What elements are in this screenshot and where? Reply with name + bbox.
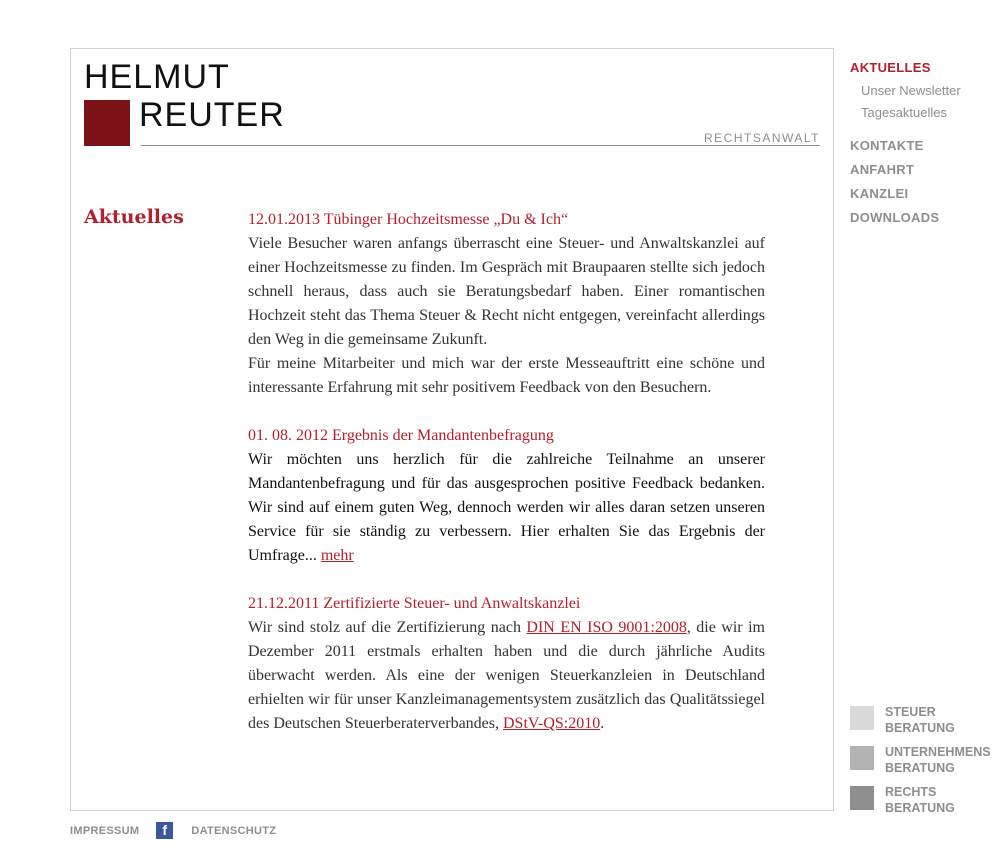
service-link-unternehmen[interactable] [850,744,1000,776]
facebook-icon[interactable]: f [156,822,173,839]
news-body [248,448,765,568]
service-label-line: RECHTS [885,785,937,799]
nav-item-kontakte[interactable]: KONTAKTE [850,138,924,153]
news-list [248,208,765,760]
impressum-link[interactable]: IMPRESSUM [70,824,140,837]
service-link-steuer[interactable] [850,704,1000,736]
news-text: , die wir im Dezember 2011 erstmals erhalten haben und die durch jährliche Audits überwacht werden. Als eine der wenigen Steuerkanzleien in Deutschland erhielten wir für unser Kanzleimanagementsystem zusätzlich das Qualitätssiegel des Deutschen Steuerberaterverbandes, [248,619,765,732]
service-label [885,784,955,816]
service-label [885,744,991,776]
nav-item-kanzlei[interactable]: KANZLEI [850,186,909,201]
main-nav [850,56,1000,230]
news-text: Wir möchten uns herzlich für die zahlreiche Teilnahme an unserer Mandantenbefragung und für das ausgesprochen positive Feedback bedanken. Wir sind auf einem guten Weg, dennoch werden wir alles daran setzen unseren Service für sie ständig zu verbessern. Hier erhalten Sie das Ergebnis der Umfrage... [248,451,765,564]
news-body [248,232,765,400]
logo-name-last: REUTER [139,96,285,134]
news-headline: 01. 08. 2012 Ergebnis der Mandantenbefragung [248,427,554,444]
service-label-line: BERATUNG [885,721,955,735]
news-headline: 21.12.2011 Zertifizierte Steuer- und Anwaltskanzlei [248,595,581,612]
logo-name-first: HELMUT [84,58,230,96]
logo-subtitle: RECHTSANWALT [703,131,820,145]
service-label-line: UNTERNEHMENS [885,745,991,759]
nav-subitem-newsletter[interactable]: Unser Newsletter [861,83,961,98]
news-paragraph: Für meine Mitarbeiter und mich war der erste Messeauftritt eine schöne und interessante Erfahrung mit sehr positivem Feedback von den Besuchern. [248,355,765,396]
page-title: Aktuelles [84,206,184,228]
nav-item-downloads[interactable]: DOWNLOADS [850,210,940,225]
service-swatch [850,786,874,810]
logo-rule [141,145,820,146]
service-label-line: BERATUNG [885,801,955,815]
nav-item-anfahrt[interactable]: ANFAHRT [850,162,915,177]
news-headline: 12.01.2013 Tübinger Hochzeitsmesse „Du & Ich“ [248,211,569,228]
footer [70,822,276,839]
nav-item-aktuelles[interactable]: AKTUELLES [850,60,931,75]
service-link-rechts[interactable] [850,784,1000,816]
dstv-link[interactable]: DStV-QS:2010 [503,715,601,732]
logo-square [84,100,130,146]
news-body [248,616,765,736]
service-label-line: BERATUNG [885,761,955,775]
service-swatch [850,746,874,770]
news-item [248,424,765,568]
news-paragraph: Viele Besucher waren anfangs überrascht eine Steuer- und Anwaltskanzlei auf einer Hochzeitsmesse zu finden. Im Gespräch mit Braupaaren stellte sich jedoch schnell heraus, dass auch sie Beratungsbedarf haben. Einer romantischen Hochzeit steht das Thema Steuer & Recht nicht entgegen, vereinfacht allerdings den Weg in die gemeinsame Zukunft. [248,235,765,348]
news-paragraph [248,616,765,736]
nav-subitem-tagesaktuelles[interactable]: Tagesaktuelles [861,105,947,120]
news-item [248,592,765,736]
news-item [248,208,765,400]
service-label [885,704,955,736]
news-paragraph [248,448,765,568]
news-text: Wir sind stolz auf die Zertifizierung nach [248,619,527,636]
service-label-line: STEUER [885,705,936,719]
iso-link[interactable]: DIN EN ISO 9001:2008 [526,619,687,636]
nav-spacer [850,124,1000,134]
service-swatch [850,706,874,730]
datenschutz-link[interactable]: DATENSCHUTZ [191,824,277,837]
more-link[interactable]: mehr [320,547,354,564]
news-text: . [600,715,605,732]
